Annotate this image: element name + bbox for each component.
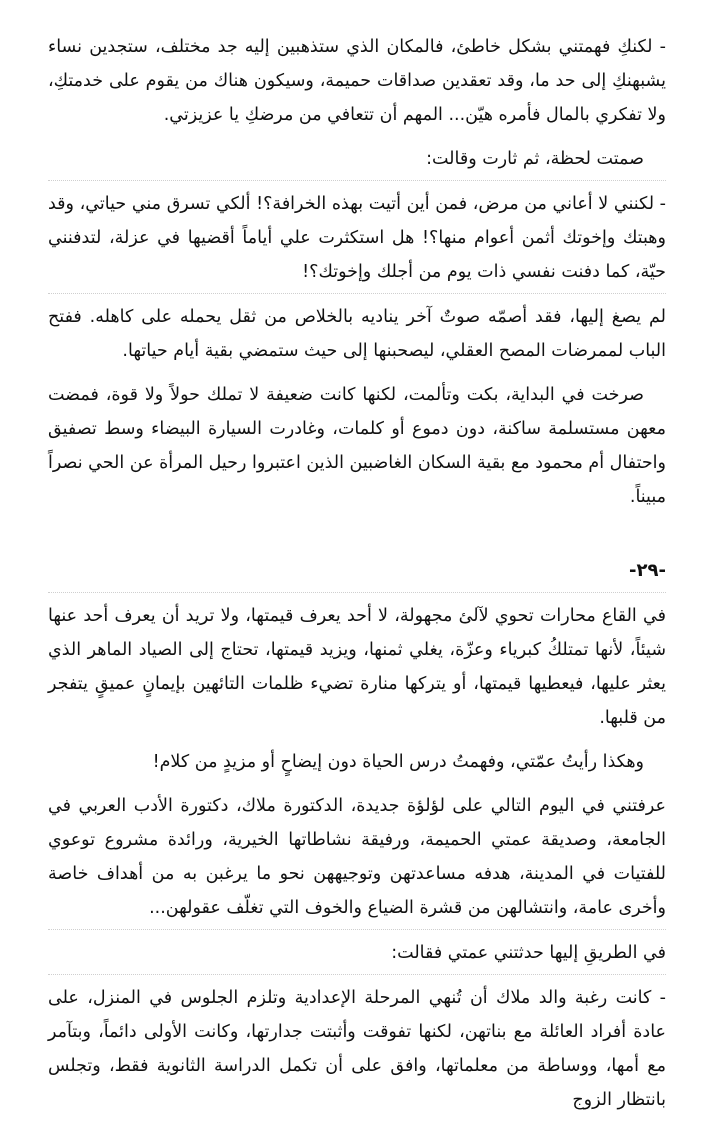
paragraph-narration-3: صرخت في البداية، بكت وتألمت، لكنها كانت ضعيفة لا تملك حولاً ولا قوة، فمضت معهن مستسلمة ساكنة، دون دموع أو كلمات، وغادرت السيارة البيضاء وسط تصفيق واحتفال أم محمود مع بقية السكان الغاضبين الذين اعتبروا رحيل المرأة عن الحي نصراً مبيناً. <box>48 385 666 507</box>
paragraph-narration-2: لم يصغ إليها، فقد أصمّه صوتٌ آخر يناديه بالخلاص من ثقل يحمله على كاهله. ففتح الباب لممرضات المصح العقلي، ليصحبنها إلى حيث ستمضي بقية أيام حياتها. <box>48 307 666 361</box>
paragraph-dialogue-2: - لكنني لا أعاني من مرض، فمن أين أتيت بهذه الخرافة؟! ألكي تسرق مني حياتي، وقد وهبتك وإخوتك أثمن أعوام منها؟! هل استكثرت علي أياماً أقضيها في عزلة، لتدفنني حيّة، كما دفنت نفسي ذات يوم من أجلك وإخوتك؟! <box>48 194 666 282</box>
paragraph-chapter-1: في القاع محارات تحوي لآلئ مجهولة، لا أحد يعرف قيمتها، ولا تريد أن يعرف أحد عنها شيئاً، لأنها تمتلكُ كبرياء وعزّة، يغلي ثمنها، ويزيد قيمتها، تحتاج إلى الصياد الماهر الذي يعثر عليها، فيعطيها قيمتها، أو يتركها منارة تضيء ظلمات التائهين بإيمانٍ عميقٍ يتفجر من قلبها. <box>48 606 666 728</box>
divider <box>48 293 666 294</box>
document-page <box>48 30 666 1127</box>
paragraph-chapter-4: في الطريقِ إليها حدثتني عمتي فقالت: <box>391 943 666 963</box>
paragraph-chapter-3: عرفتني في اليوم التالي على لؤلؤة جديدة، الدكتورة ملاك، دكتورة الأدب العربي في الجامعة، وصديقة عمتي الحميمة، ورفيقة نشاطاتها الخيرية، ورائدة مشروع توعوي للفتيات في المدينة، هدفه مساعدتهن وتوجيههن نحو ما يرغبن به من أهداف خاصة وأخرى عامة، وانتشالهن من قشرة الضياع والخوف التي تغلّف عقولهن... <box>48 796 666 918</box>
chapter-number: -٢٩- <box>629 560 666 581</box>
divider <box>48 592 666 593</box>
divider <box>48 974 666 975</box>
paragraph-chapter-2: وهكذا رأيتُ عمّتي، وفهمتُ درس الحياة دون إيضاحٍ أو مزيدٍ من كلام! <box>152 752 644 772</box>
paragraph-dialogue-1: - لكنكِ فهمتني بشكل خاطئ، فالمكان الذي ستذهبين إليه جد مختلف، ستجدين نساء يشبهنكِ إلى حد ما، وقد تعقدين صداقات حميمة، وسيكون هناك من يقوم على خدمتكِ، ولا تفكري بالمال فأمره هيّن... المهم أن تتعافي من مرضكِ يا عزيزتي. <box>48 37 666 125</box>
paragraph-chapter-5: - كانت رغبة والد ملاك أن تُنهي المرحلة الإعدادية وتلزم الجلوس في المنزل، على عادة أفراد العائلة مع بناتهن، لكنها تفوقت وأثبتت جدارتها، وكانت الأولى دائماً، وبتآمر مع أمها، ووساطة من معلماتها، وافق على أن تكمل الدراسة الثانوية فقط، وتجلس بانتظار الزوج <box>48 988 666 1110</box>
paragraph-narration-1: صمتت لحظة، ثم ثارت وقالت: <box>426 149 644 169</box>
divider <box>48 929 666 930</box>
divider <box>48 180 666 181</box>
